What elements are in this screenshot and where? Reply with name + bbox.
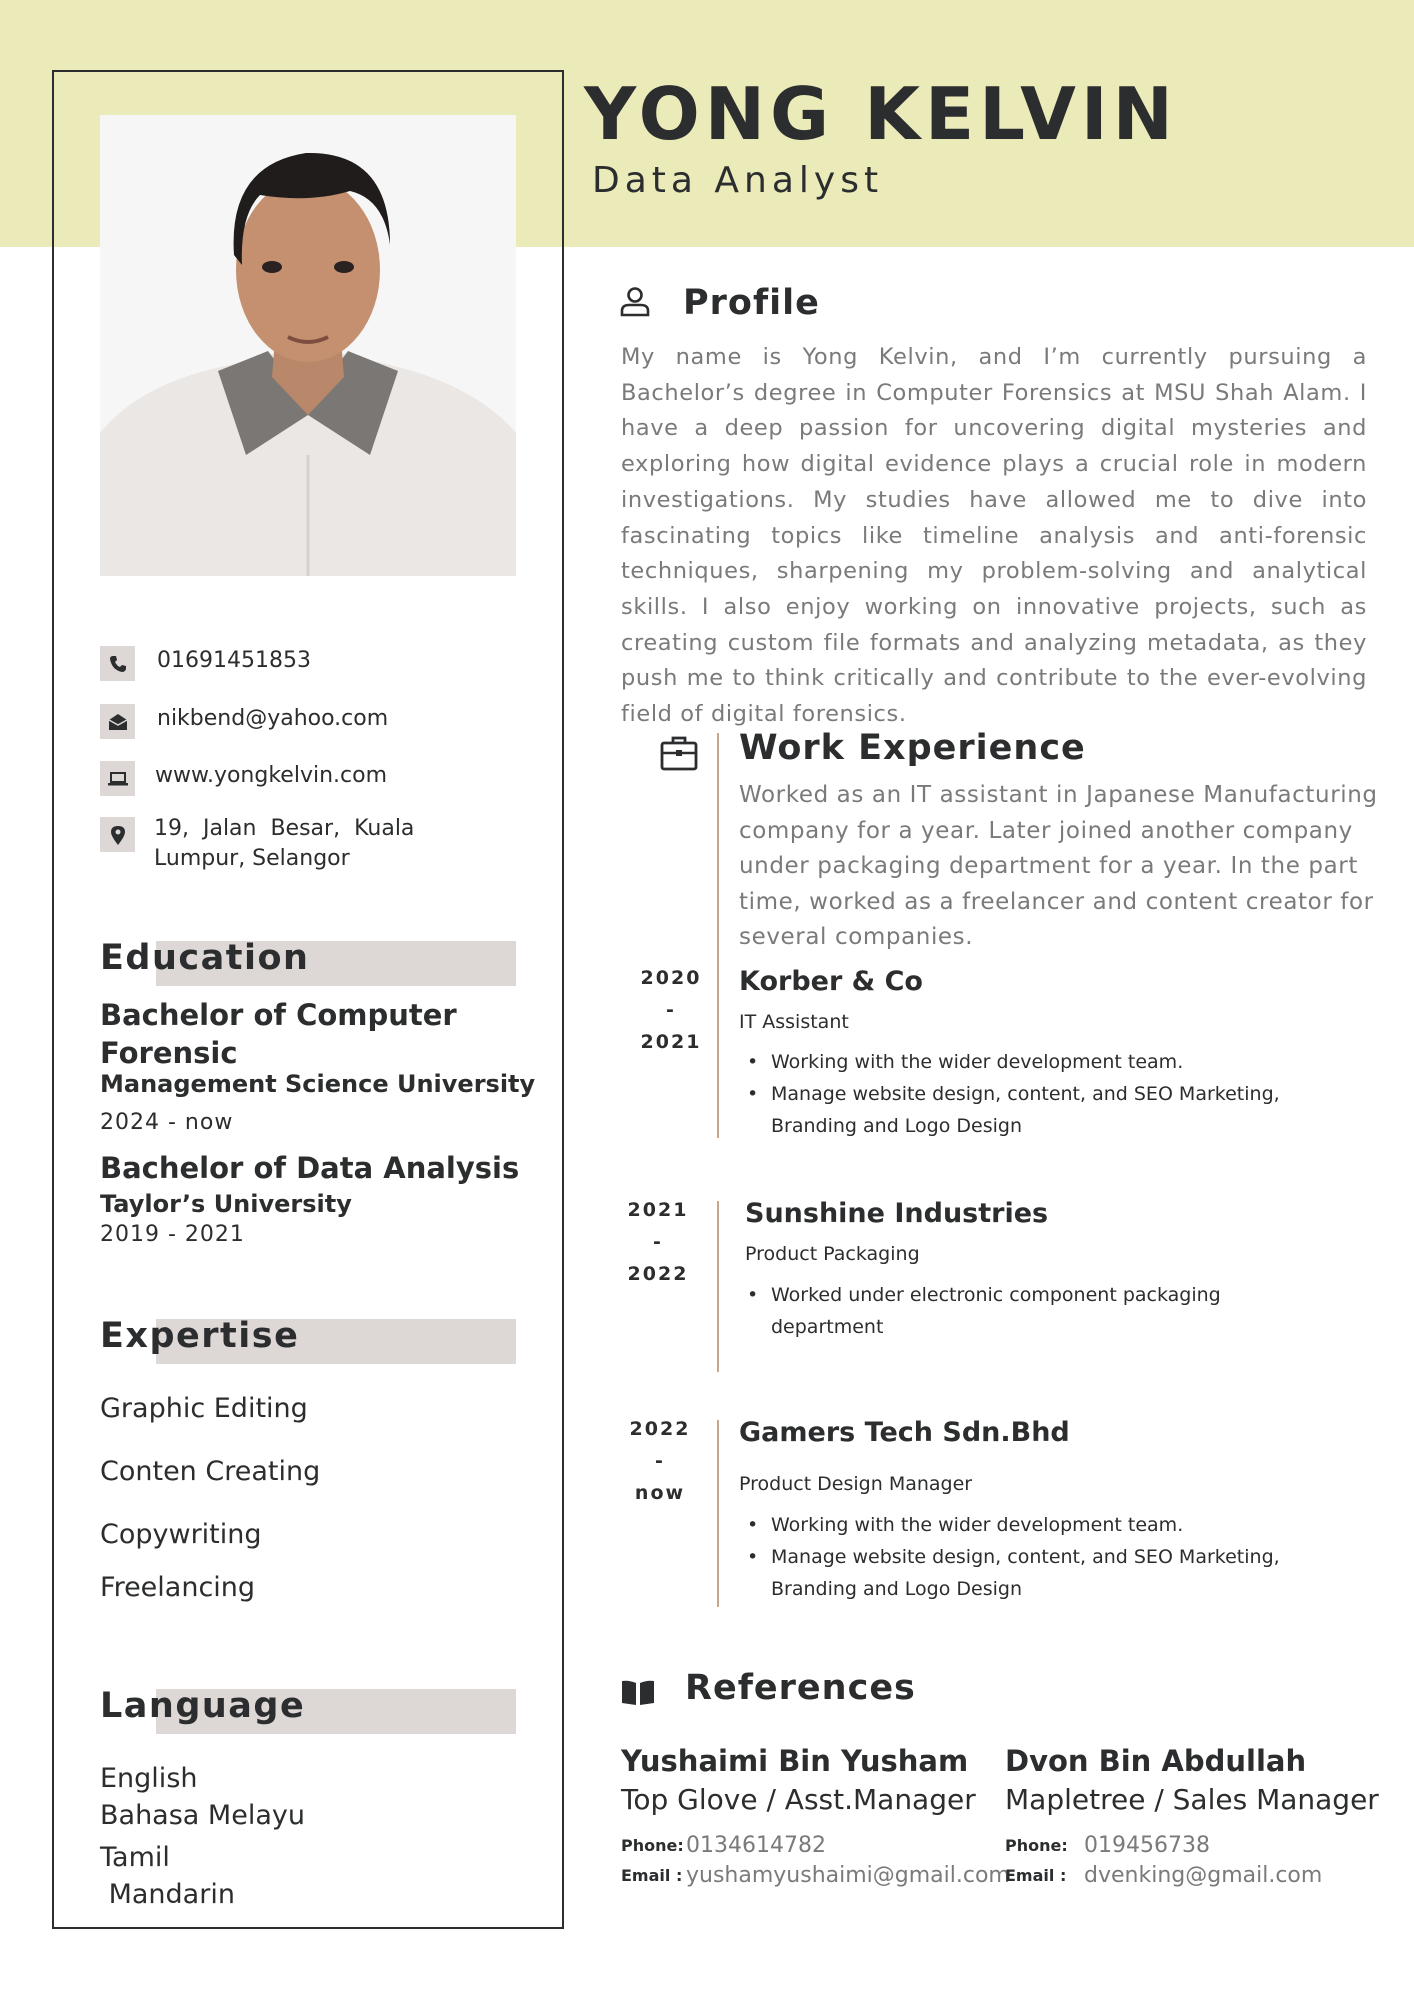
timeline-line xyxy=(717,1420,719,1607)
reference-2-email-label: Email : xyxy=(1005,1866,1067,1885)
year-dash: - xyxy=(653,1231,663,1253)
education-degree-2: Bachelor of Data Analysis xyxy=(100,1151,520,1185)
contact-address xyxy=(100,817,414,874)
reference-1-name: Yushaimi Bin Yusham xyxy=(621,1744,969,1778)
language-heading: Language xyxy=(100,1686,306,1726)
references-heading: References xyxy=(685,1668,916,1708)
job-2-title: Product Packaging xyxy=(745,1243,920,1265)
address-text xyxy=(154,814,414,874)
job-3-title: Product Design Manager xyxy=(739,1473,973,1495)
address-line-1: 19, Jalan Besar, Kuala xyxy=(154,816,415,841)
year-end: 2021 xyxy=(640,1031,702,1053)
profile-photo xyxy=(100,115,516,576)
expertise-item: Graphic Editing xyxy=(100,1393,308,1424)
work-heading: Work Experience xyxy=(739,728,1086,768)
education-school-2: Taylor’s University xyxy=(100,1190,352,1218)
timeline-line xyxy=(717,733,719,1138)
job-3-company: Gamers Tech Sdn.Bhd xyxy=(739,1417,1070,1448)
expertise-item: Conten Creating xyxy=(100,1456,321,1487)
profile-heading: Profile xyxy=(683,283,820,323)
reference-2-email[interactable]: dvenking@gmail.com xyxy=(1084,1863,1323,1888)
user-icon xyxy=(619,285,651,321)
job-2-company: Sunshine Industries xyxy=(745,1198,1049,1229)
timeline-line xyxy=(717,1201,719,1372)
website-url[interactable]: www.yongkelvin.com xyxy=(155,763,387,788)
reference-2-phone: 019456738 xyxy=(1084,1833,1210,1858)
phone-number: 01691451853 xyxy=(157,648,311,673)
education-years-1: 2024 - now xyxy=(100,1110,234,1135)
language-item: English xyxy=(100,1763,198,1794)
expertise-heading: Expertise xyxy=(100,1316,300,1356)
job-bullet: • Manage website design, content, and SEO Marketing, Branding and Logo Design xyxy=(739,1541,1299,1605)
job-2-years xyxy=(613,1194,703,1290)
expertise-item: Copywriting xyxy=(100,1519,262,1550)
applicant-name: YONG KELVIN xyxy=(584,72,1178,156)
job-bullet: • Manage website design, content, and SEO Marketing, Branding and Logo Design xyxy=(739,1078,1299,1142)
job-3-years xyxy=(615,1413,705,1509)
reference-2-role: Mapletree / Sales Manager xyxy=(1005,1783,1379,1816)
reference-2-phone-label: Phone: xyxy=(1005,1836,1068,1855)
language-item: Bahasa Melayu xyxy=(100,1800,305,1831)
year-start: 2021 xyxy=(627,1199,689,1221)
job-1-bullets xyxy=(739,1046,1299,1142)
year-dash: - xyxy=(655,1450,665,1472)
contact-phone xyxy=(100,646,311,681)
briefcase-icon xyxy=(659,733,699,777)
email-address[interactable]: nikbend@yahoo.com xyxy=(157,706,389,731)
profile-text: My name is Yong Kelvin, and I’m currently pursuing a Bachelor’s degree in Computer Forensics at MSU Shah Alam. I have a deep passion for uncovering digital mysteries and exploring how digital evidence plays a crucial role in modern investigations. My studies have allowed me to dive into fascinating topics like timeline analysis and anti-forensic techniques, sharpening my problem-solving and analytical skills. I also enjoy working on innovative projects, such as creating custom file formats and analyzing metadata, as they push me to think critically and contribute to the ever-evolving field of digital forensics. xyxy=(621,344,1367,728)
phone-icon xyxy=(100,646,135,681)
expertise-item: Freelancing xyxy=(100,1572,256,1603)
job-bullet: • Worked under electronic component packaging department xyxy=(739,1279,1259,1343)
contact-website xyxy=(100,761,387,796)
job-3-bullets xyxy=(739,1509,1299,1605)
reference-1-email-label: Email : xyxy=(621,1866,683,1885)
reference-2-name: Dvon Bin Abdullah xyxy=(1005,1744,1307,1778)
year-end: 2022 xyxy=(627,1263,689,1285)
portrait-illustration xyxy=(100,115,516,576)
job-bullet: • Working with the wider development team. xyxy=(739,1509,1299,1541)
language-item: Tamil xyxy=(100,1842,170,1873)
education-degree-1: Bachelor of Computer Forensic xyxy=(100,998,457,1070)
applicant-role: Data Analyst xyxy=(592,160,884,201)
reference-1-role: Top Glove / Asst.Manager xyxy=(621,1783,976,1816)
job-1-company: Korber & Co xyxy=(739,966,923,997)
job-2-bullets xyxy=(739,1279,1259,1343)
reference-1-phone-label: Phone: xyxy=(621,1836,684,1855)
year-end: now xyxy=(634,1482,686,1504)
job-1-years xyxy=(626,962,716,1058)
education-school-1: Management Science University xyxy=(100,1070,536,1098)
year-dash: - xyxy=(666,999,676,1021)
work-summary: Worked as an IT assistant in Japanese Manufacturing company for a year. Later joined another company under packaging department for a year. In the part time, worked as a freelancer and content creator for several companies. xyxy=(739,782,1378,950)
book-icon xyxy=(620,1677,656,1711)
language-item: Mandarin xyxy=(100,1879,235,1910)
location-pin-icon xyxy=(100,817,135,852)
contact-email xyxy=(100,704,388,739)
job-1-title: IT Assistant xyxy=(739,1011,849,1033)
education-heading: Education xyxy=(100,938,310,978)
reference-1-email[interactable]: yushamyushaimi@gmail.com xyxy=(686,1863,1010,1888)
envelope-icon xyxy=(100,704,135,739)
reference-1-phone: 0134614782 xyxy=(686,1833,826,1858)
job-bullet: • Working with the wider development team. xyxy=(739,1046,1299,1078)
laptop-icon xyxy=(100,761,135,796)
education-years-2: 2019 - 2021 xyxy=(100,1222,245,1247)
year-start: 2022 xyxy=(629,1418,691,1440)
address-line-2: Lumpur, Selangor xyxy=(154,846,350,871)
year-start: 2020 xyxy=(640,967,702,989)
